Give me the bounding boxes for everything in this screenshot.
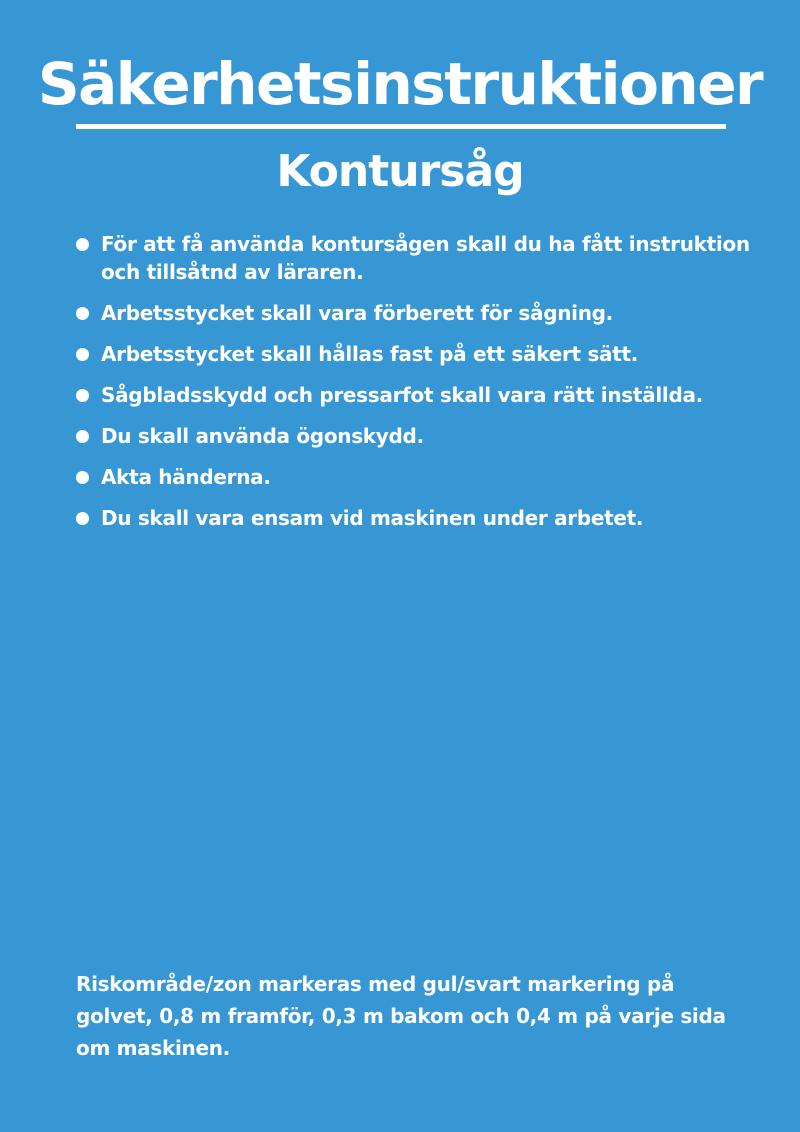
bullet-icon bbox=[76, 512, 89, 525]
rule-item bbox=[76, 381, 766, 409]
rule-text: Sågbladsskydd och pressarfot skall vara rätt inställda. bbox=[101, 383, 703, 407]
sign-subtitle: Kontursåg bbox=[276, 146, 524, 197]
bullet-icon bbox=[76, 307, 89, 320]
bullet-icon bbox=[76, 471, 89, 484]
rule-text: Du skall vara ensam vid maskinen under arbetet. bbox=[101, 506, 644, 530]
rules-list bbox=[76, 230, 766, 545]
bullet-icon bbox=[76, 348, 89, 361]
sign-title: Säkerhetsinstruktioner bbox=[37, 50, 763, 118]
bullet-icon bbox=[76, 389, 89, 402]
title-divider bbox=[76, 124, 726, 129]
rule-text: Arbetsstycket skall vara förberett för sågning. bbox=[101, 301, 613, 325]
bullet-icon bbox=[76, 430, 89, 443]
rule-text: För att få använda kontursågen skall du ha fått instruktion och tillsåtnd av läraren. bbox=[101, 232, 750, 284]
rule-item bbox=[76, 299, 766, 327]
rule-item bbox=[76, 340, 766, 368]
risk-zone-note: Riskområde/zon markeras med gul/svart markering på golvet, 0,8 m framför, 0,3 m bakom och 0,4 m på varje sida om maskinen. bbox=[76, 972, 726, 1060]
rule-item bbox=[76, 230, 766, 286]
rule-text: Arbetsstycket skall hållas fast på ett säkert sätt. bbox=[101, 342, 639, 366]
rule-item bbox=[76, 504, 766, 532]
rule-text: Du skall använda ögonskydd. bbox=[101, 424, 424, 448]
rule-item bbox=[76, 463, 766, 491]
rule-text: Akta händerna. bbox=[101, 465, 271, 489]
bullet-icon bbox=[76, 238, 89, 251]
rule-item bbox=[76, 422, 766, 450]
